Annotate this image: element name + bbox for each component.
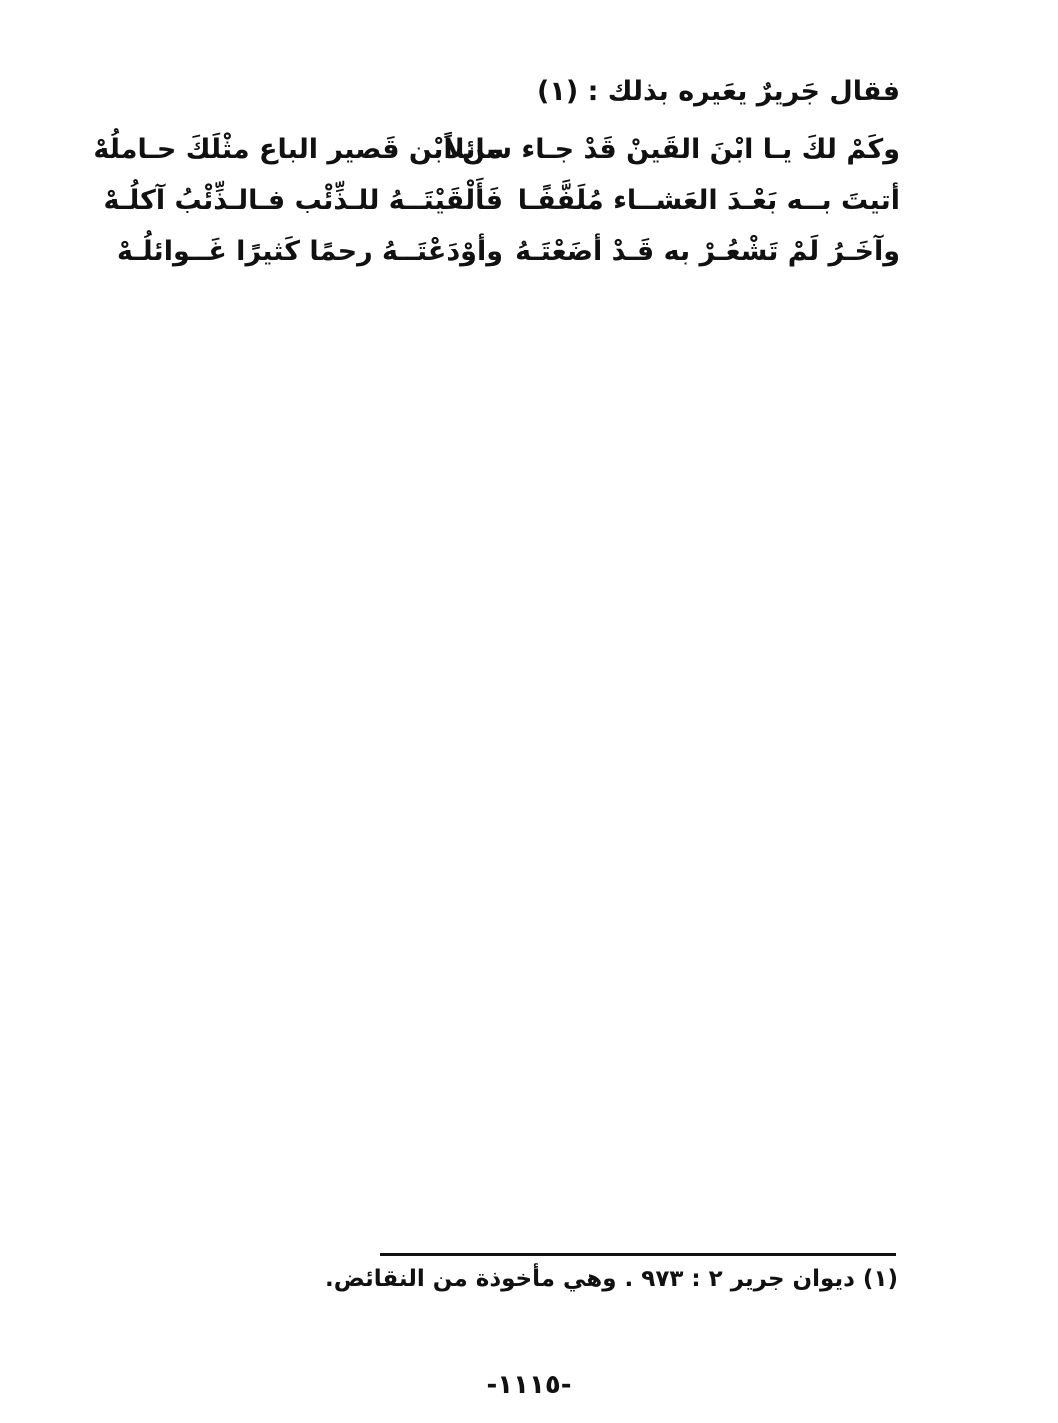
verse-2-second-hemistich: فَأَلْقَيْتَــهُ للـذِّئْب فـالـذِّئْبُ آكلُـهْ	[103, 185, 503, 216]
verse-1-first-hemistich: وكَمْ لكَ يـا ابْنَ القَينْ قَدْ جـاء سائلاً	[444, 134, 900, 165]
verse-3-second-hemistich: وأوْدَعْتَــهُ رحمًا كَثيرًا غَــوائلُـهْ	[116, 236, 503, 267]
page-number: -١١١٥-	[486, 1370, 572, 1400]
verse-3-first-hemistich: وآخَـرُ لَمْ تَشْعُـرْ به قَـدْ أضَعْتَـهُ	[515, 236, 900, 267]
footnote-divider	[380, 1253, 896, 1256]
footnote: (١) ديوان جرير ٢ : ٩٧٣ . وهي مأخوذة من النقائض.	[324, 1266, 898, 1292]
verse-1	[93, 124, 900, 175]
intro-line: فقال جَريرٌ يعَيره بذلك : (١)	[537, 76, 900, 107]
poem-verses	[93, 124, 900, 277]
verse-1-second-hemistich: من ابْن قَصير الباع مثْلَكَ حـاملُهْ	[93, 134, 503, 165]
verse-3	[116, 226, 900, 277]
verse-2-first-hemistich: أتيتَ بــه بَعْـدَ العَشــاء مُلَفَّفًـا	[517, 185, 900, 216]
verse-2	[103, 175, 900, 226]
